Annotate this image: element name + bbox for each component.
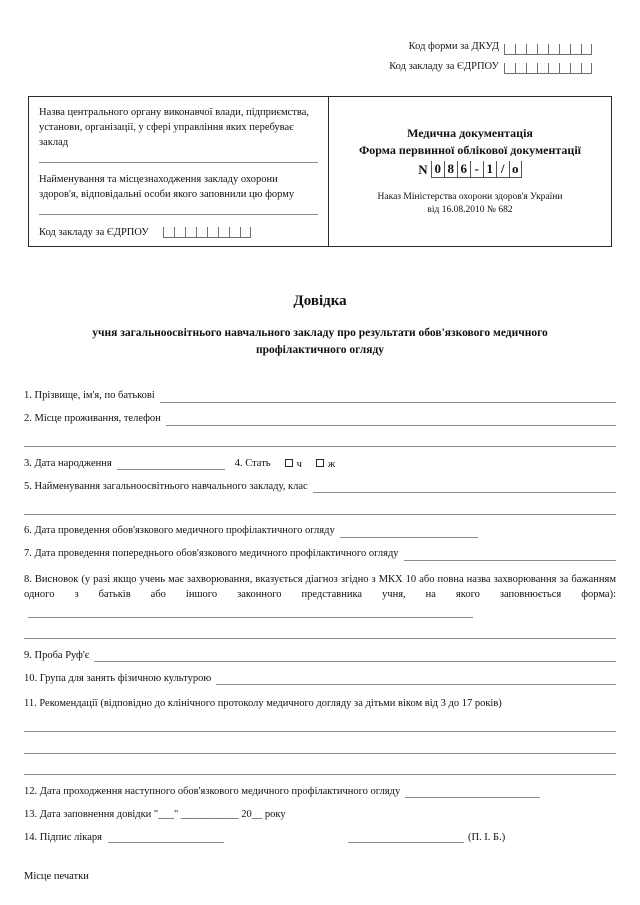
- input-recommendations-line-3[interactable]: [24, 764, 616, 775]
- top-code-fields: [389, 42, 592, 81]
- header-box-left: [29, 97, 329, 246]
- code-cell[interactable]: [537, 63, 548, 74]
- form-number-cell: 1: [483, 161, 496, 178]
- label-signature: 14. Підпис лікаря: [24, 832, 102, 844]
- code-cell[interactable]: [559, 44, 570, 55]
- authority-label: Назва центрального органу виконавчої влади, підприємства, установи, організації, у сфері управління яких перебуває заклад: [39, 107, 310, 148]
- code-dkud-cells[interactable]: [504, 44, 592, 55]
- form-number-cell: 8: [444, 161, 457, 178]
- facility-label: Найменування та місцезнаходження закладу охорони здоров'я, відповідальні особи якого заповнили цю форму: [39, 173, 295, 200]
- header-box-right: [329, 97, 611, 246]
- code-cell[interactable]: [581, 63, 592, 74]
- input-conclusion-line-2[interactable]: [24, 628, 616, 639]
- label-prev-exam-date: 7. Дата проведення попереднього обов'язкового медичного профілактичного огляду: [24, 548, 399, 560]
- label-recommendations: 11. Рекомендації (відповідно до клінічного протоколу медичного догляду за дітьми віком від 3 до 17 років): [24, 697, 502, 709]
- facility-edrpou-label: Код закладу за ЄДРПОУ: [39, 226, 149, 238]
- code-cell[interactable]: [559, 63, 570, 74]
- code-cell[interactable]: [548, 63, 559, 74]
- field-row-next-exam-date: [24, 786, 616, 799]
- label-next-exam-date: 12. Дата проходження наступного обов'язкового медичного профілактичного огляду: [24, 785, 401, 797]
- code-cell[interactable]: [229, 227, 240, 238]
- code-cell[interactable]: [504, 44, 515, 55]
- label-address: 2. Місце проживання, телефон: [24, 413, 161, 425]
- label-signature-pib: (П. І. Б.): [467, 832, 506, 844]
- field-row-prev-exam-date: [24, 548, 616, 561]
- input-signature-name[interactable]: [348, 832, 464, 843]
- field-row-fullname: [24, 390, 616, 403]
- med-doc-line-2: Форма первинної облікової документації: [358, 143, 581, 158]
- field-row-signature: [24, 832, 616, 843]
- field-row-issue-date: [24, 809, 616, 822]
- checkbox-female[interactable]: [316, 459, 324, 467]
- code-edrpou-label: Код закладу за ЄДРПОУ: [389, 60, 499, 72]
- code-cell[interactable]: [196, 227, 207, 238]
- input-fullname[interactable]: [160, 392, 616, 403]
- input-pe-group[interactable]: [216, 674, 616, 685]
- input-signature[interactable]: [108, 832, 224, 843]
- form-number: [337, 161, 603, 178]
- med-doc-line-1: Медична документація: [407, 125, 533, 140]
- code-cell[interactable]: [526, 63, 537, 74]
- ministry-order: [337, 191, 603, 218]
- form-number-cell: o: [509, 161, 522, 178]
- input-recommendations-line-2[interactable]: [24, 743, 616, 754]
- facility-fill-line[interactable]: [39, 214, 318, 215]
- header-box: [28, 96, 612, 247]
- sex-option-female[interactable]: [316, 459, 335, 470]
- code-cell[interactable]: [218, 227, 229, 238]
- code-cell[interactable]: [570, 63, 581, 74]
- ministry-order-line-1: Наказ Міністерства охорони здоров'я України: [377, 191, 563, 202]
- code-edrpou-row: [389, 62, 592, 75]
- code-cell[interactable]: [504, 63, 515, 74]
- sex-option-male[interactable]: [285, 459, 302, 470]
- label-issue-date: 13. Дата заповнення довідки "___" ___________ 20__ року: [24, 808, 286, 820]
- code-edrpou-cells[interactable]: [504, 63, 592, 74]
- form-number-prefix: N: [418, 161, 428, 177]
- form-number-cell: /: [496, 161, 509, 178]
- facility-edrpou-cells[interactable]: [163, 227, 251, 238]
- label-fullname: 1. Прізвище, ім'я, по батькові: [24, 390, 155, 401]
- input-school-line-2[interactable]: [24, 504, 616, 515]
- input-prev-exam-date[interactable]: [404, 550, 616, 561]
- input-exam-date[interactable]: [340, 527, 478, 538]
- code-dkud-row: [389, 42, 592, 55]
- label-seal-place: Місце печатки: [24, 871, 89, 883]
- input-ruffier[interactable]: [94, 651, 616, 662]
- form-number-cell: -: [470, 161, 483, 178]
- authority-fill-line[interactable]: [39, 162, 318, 163]
- code-cell[interactable]: [581, 44, 592, 55]
- form-number-cell: 0: [431, 161, 444, 178]
- field-row-exam-date: [24, 525, 616, 538]
- code-cell[interactable]: [174, 227, 185, 238]
- input-address[interactable]: [166, 415, 616, 426]
- form-number-cell: 6: [457, 161, 470, 178]
- form-body: [24, 390, 616, 882]
- label-birthdate: 3. Дата народження: [24, 457, 112, 469]
- input-address-line-2[interactable]: [24, 436, 616, 447]
- page-title: Довідка: [293, 293, 347, 309]
- field-row-pe-group: [24, 673, 616, 686]
- field-row-birth-sex: [24, 458, 616, 471]
- checkbox-male[interactable]: [285, 459, 293, 467]
- field-row-school: [24, 481, 616, 494]
- code-cell[interactable]: [515, 63, 526, 74]
- label-exam-date: 6. Дата проведення обов'язкового медичного профілактичного огляду: [24, 525, 335, 537]
- code-cell[interactable]: [570, 44, 581, 55]
- code-cell[interactable]: [240, 227, 251, 238]
- input-conclusion[interactable]: [28, 607, 473, 618]
- ministry-order-line-2: від 16.08.2010 № 682: [427, 205, 513, 216]
- code-cell[interactable]: [526, 44, 537, 55]
- code-cell[interactable]: [163, 227, 174, 238]
- code-cell[interactable]: [207, 227, 218, 238]
- sex-label-female: ж: [327, 459, 336, 471]
- code-dkud-label: Код форми за ДКУД: [408, 41, 499, 52]
- label-ruffier: 9. Проба Руф'є: [24, 649, 90, 661]
- label-conclusion-text: 8. Висновок (у разі якщо учень має захворювання, вказується діагноз згідно з МКХ 10 або повна назва захворювання за бажанням одного з батьків або іншого законного представника учня, на якого заповнюється форма):: [24, 573, 616, 601]
- code-cell[interactable]: [515, 44, 526, 55]
- label-pe-group: 10. Група для занять фізичною культурою: [24, 672, 212, 684]
- input-birthdate[interactable]: [117, 459, 225, 470]
- input-school[interactable]: [313, 482, 616, 493]
- field-row-address: [24, 413, 616, 426]
- input-next-exam-date[interactable]: [405, 787, 540, 798]
- sex-label-male: ч: [296, 459, 302, 471]
- code-cell[interactable]: [537, 44, 548, 55]
- input-recommendations-line-1[interactable]: [24, 721, 616, 732]
- page-subtitle: учня загальноосвітнього навчального закладу про результати обов'язкового медичного профілактичного огляду: [92, 327, 548, 357]
- label-school: 5. Найменування загальноосвітнього навчального закладу, клас: [24, 480, 308, 492]
- label-conclusion: [24, 572, 616, 619]
- field-row-ruffier: [24, 650, 616, 663]
- code-cell[interactable]: [185, 227, 196, 238]
- label-sex: 4. Стать: [234, 457, 271, 469]
- facility-edrpou-row: [39, 227, 318, 238]
- code-cell[interactable]: [548, 44, 559, 55]
